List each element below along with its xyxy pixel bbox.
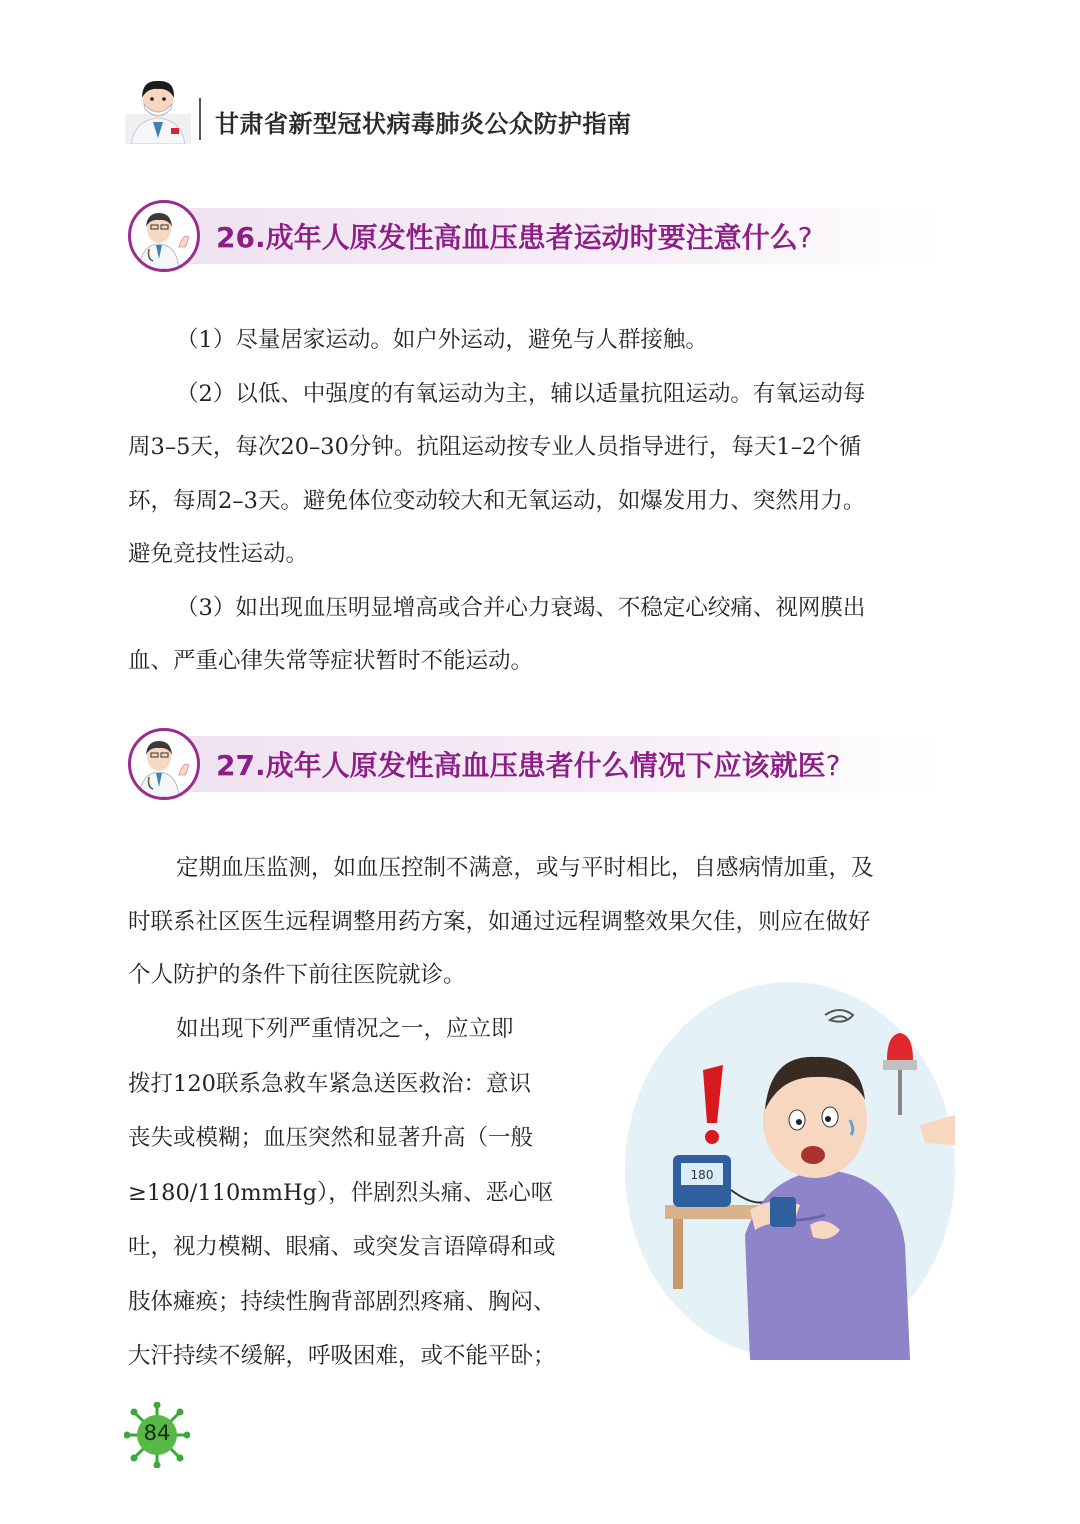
doctor-thumbs-up-icon — [131, 203, 197, 269]
question-26-heading — [128, 200, 943, 272]
body-line: （3）如出现血压明显增高或合并心力衰竭、不稳定心绞痛、视网膜出 — [176, 594, 866, 621]
question-mark: ? — [797, 221, 813, 254]
question-26-body — [128, 314, 954, 689]
body-line: 血、严重心律失常等症状暂时不能运动。 — [128, 648, 534, 674]
body-line: 定期血压监测，如血压控制不满意，或与平时相比，自感病情加重，及 — [176, 855, 874, 881]
page-number: 84 — [143, 1421, 171, 1445]
question-26-text: 26.成年人原发性高血压患者运动时要注意什么 — [216, 221, 798, 254]
monitor-reading: 180 — [690, 1168, 714, 1182]
body-line: 如出现下列严重情况之一，应立即 — [176, 1016, 514, 1042]
body-line: 时联系社区医生远程调整用药方案，如通过远程调整效果欠佳，则应在做好 — [128, 908, 871, 935]
body-line: 个人防护的条件下前往医院就诊。 — [128, 962, 466, 988]
body-line: （1）尽量居家运动。如户外运动，避免与人群接触。 — [176, 327, 708, 353]
question-27-title — [216, 744, 840, 784]
hypertension-patient-illustration — [625, 975, 955, 1360]
question-26-title — [216, 216, 812, 256]
question-mark: ? — [825, 749, 841, 782]
body-line: 周3–5天，每次20–30分钟。抗阻运动按专业人员指导进行，每天1–2个循 — [128, 434, 862, 460]
body-line: 拨打120联系急救车紧急送医救治：意识 — [128, 1070, 531, 1097]
emergency-paragraph — [128, 1002, 608, 1384]
doctor-badge — [128, 200, 200, 272]
doctor-thumbs-up-icon — [131, 731, 197, 797]
doctor-mask-avatar-icon — [125, 78, 191, 144]
body-line: 环，每周2–3天。避免体位变动较大和无氧运动，如爆发用力、突然用力。 — [128, 487, 866, 514]
body-line: 大汗持续不缓解，呼吸困难，或不能平卧； — [128, 1343, 556, 1369]
header-title: 甘肃省新型冠状病毒肺炎公众防护指南 — [215, 110, 632, 138]
body-line: 避免竞技性运动。 — [128, 541, 309, 567]
page-number-badge — [124, 1402, 190, 1468]
doctor-badge — [128, 728, 200, 800]
body-line: 丧失或模糊；血压突然和显著升高（一般 — [128, 1125, 534, 1151]
body-line: ≥180/110mmHg），伴剧烈头痛、恶心呕 — [128, 1179, 554, 1206]
question-27-heading — [128, 728, 943, 800]
question-27-text: 27.成年人原发性高血压患者什么情况下应该就医 — [216, 749, 826, 782]
page-header — [125, 78, 825, 148]
body-line: （2）以低、中强度的有氧运动为主，辅以适量抗阻运动。有氧运动每 — [176, 380, 866, 407]
body-line: 吐，视力模糊、眼痛、或突发言语障碍和或 — [128, 1234, 556, 1260]
body-line: 肢体瘫痪；持续性胸背部剧烈疼痛、胸闷、 — [128, 1288, 556, 1315]
header-divider — [199, 98, 201, 140]
